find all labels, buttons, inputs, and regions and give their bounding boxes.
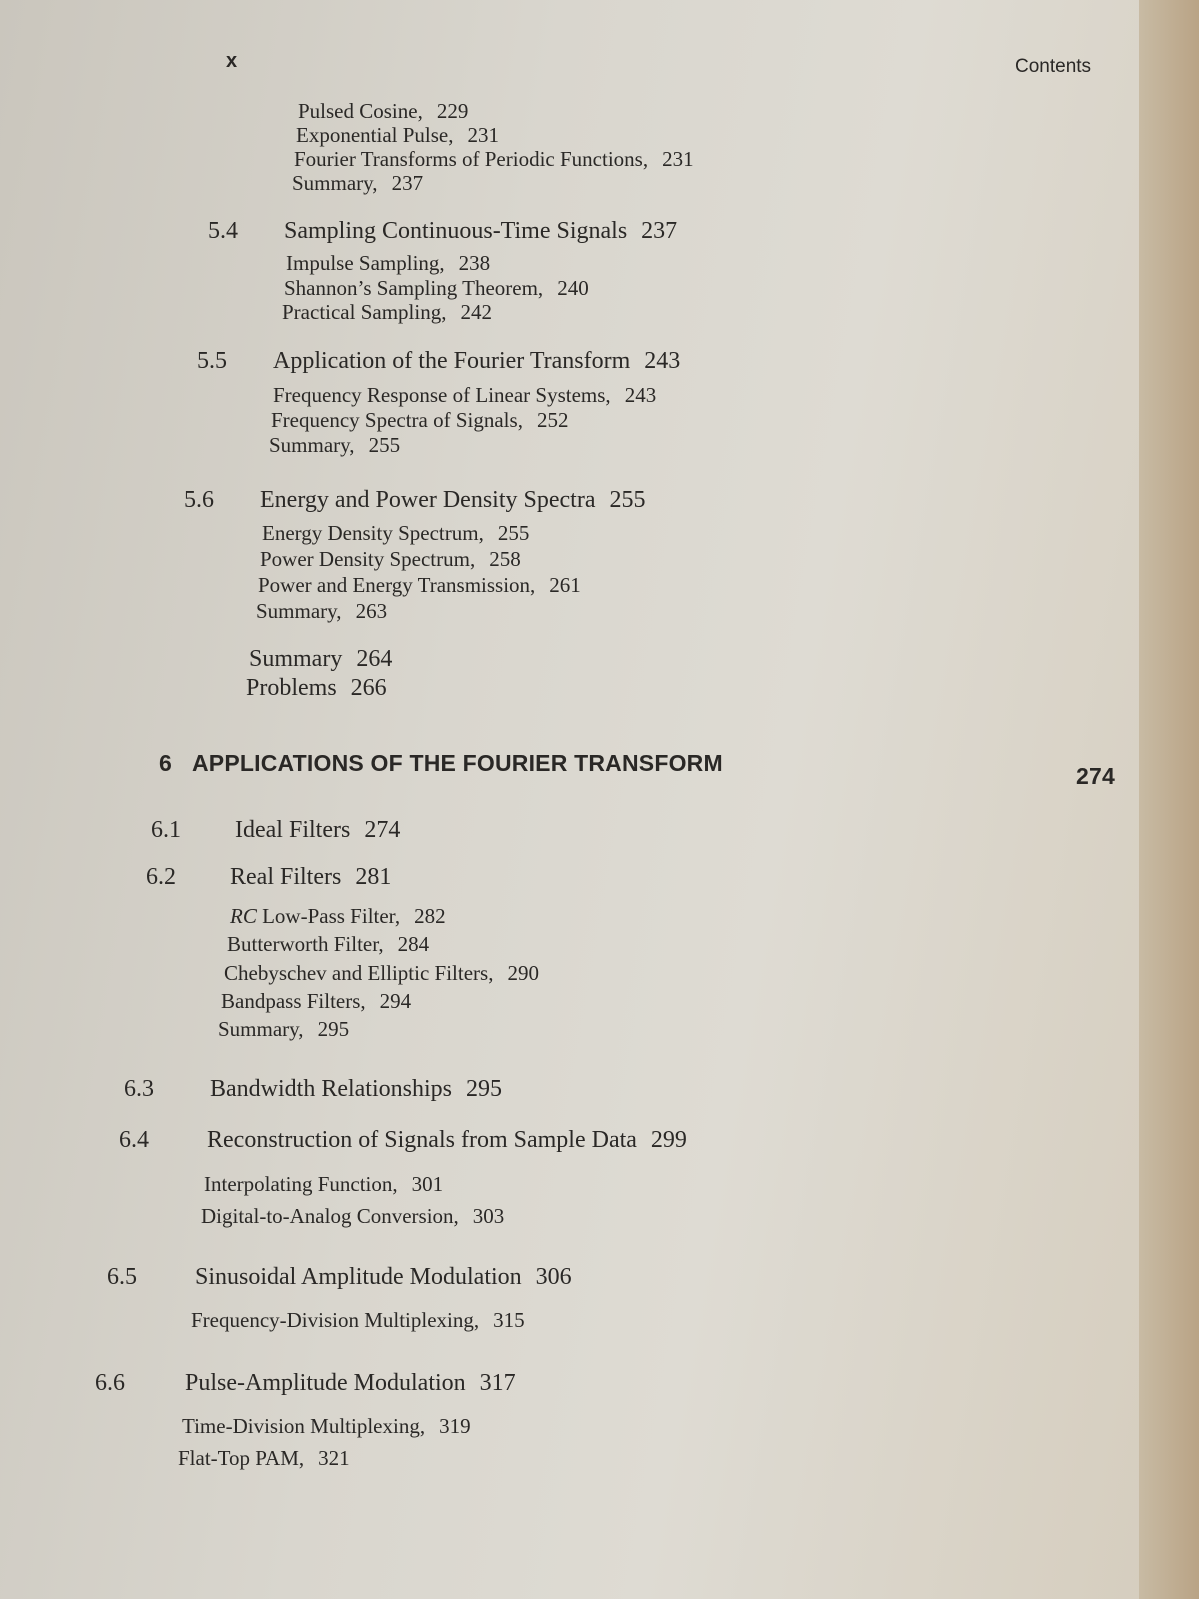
toc-subentry [273,383,656,408]
entry-title: Exponential Pulse, [296,123,454,147]
section-title: Sinusoidal Amplitude Modulation [195,1264,522,1290]
section-title: Real Filters [230,864,342,890]
section-page: 237 [641,218,678,244]
entry-title: Fourier Transforms of Periodic Functions, [294,147,649,171]
toc-subentry [298,99,468,124]
toc-section [249,646,392,673]
entry-page: 294 [379,989,412,1013]
entry-page: 231 [467,123,499,147]
toc-subentry [282,300,492,325]
entry-page: 266 [350,675,387,701]
entry-page: 231 [662,147,694,171]
toc-subentry [191,1308,525,1333]
toc-section [197,348,680,375]
toc-subentry [224,961,539,986]
entry-page: 240 [557,276,589,300]
entry-title: Time-Division Multiplexing, [182,1414,426,1438]
entry-page: 255 [368,433,401,457]
section-number: 6.5 [107,1264,137,1290]
section-title: Application of the Fourier Transform [273,348,631,374]
entry-title: Problems [246,675,337,701]
section-number: 6.4 [119,1127,149,1153]
toc-section [151,817,400,844]
page-edge [1139,0,1199,1599]
entry-page: 301 [411,1172,444,1196]
entry-page: 237 [391,171,424,195]
entry-title: Summary, [292,171,378,195]
section-page: 306 [535,1264,572,1290]
chapter-page: 274 [1076,763,1115,789]
section-number: 6.3 [124,1076,154,1102]
entry-page: 252 [536,408,569,432]
entry-page: 321 [318,1446,350,1470]
section-number: 5.6 [184,487,214,513]
entry-title: Pulsed Cosine, [298,99,423,123]
toc-section [95,1370,516,1397]
section-page: 281 [355,864,392,890]
section-page: 295 [466,1076,502,1102]
entry-title: Summary, [218,1017,304,1041]
entry-title: Summary, [269,433,355,457]
section-page: 274 [364,817,401,843]
toc-section [119,1127,687,1154]
entry-page: 295 [317,1017,350,1041]
section-title: Reconstruction of Signals from Sample Data [207,1127,637,1153]
toc-subentry [269,433,400,458]
entry-title: Frequency-Division Multiplexing, [191,1308,480,1332]
entry-page: 229 [436,99,469,123]
entry-page: 263 [355,599,388,623]
entry-page: 242 [460,300,492,324]
entry-title: Flat-Top PAM, [178,1446,305,1470]
section-number: 5.4 [208,218,238,244]
toc-section [107,1264,572,1291]
toc-subentry [292,171,423,196]
section-number: 6.2 [146,864,176,890]
toc-section [246,675,387,702]
section-number: 6.1 [151,817,181,843]
toc-subentry [201,1204,504,1229]
entry-title: Low-Pass Filter, [256,904,401,928]
entry-page: 258 [489,547,521,571]
entry-title-italic: RC [230,904,257,928]
entry-page: 290 [507,961,539,985]
section-number: 6.6 [95,1370,125,1396]
entry-title: Chebyschev and Elliptic Filters, [224,961,494,985]
toc-subentry [218,1017,349,1042]
entry-page: 264 [356,646,393,672]
entry-page: 261 [549,573,581,597]
toc-subentry [258,573,581,598]
toc-section [124,1076,502,1103]
entry-page: 284 [397,932,430,956]
chapter-heading [159,750,723,777]
section-page: 255 [609,487,646,513]
toc-subentry [182,1414,471,1439]
toc-subentry [256,599,387,624]
entry-title: Shannon’s Sampling Theorem, [284,276,544,300]
toc-subentry [271,408,568,433]
entry-title: Bandpass Filters, [221,989,366,1013]
entry-title: Impulse Sampling, [286,251,445,275]
chapter-number: 6 [159,750,172,776]
toc-section [208,218,677,245]
section-title: Sampling Continuous-Time Signals [284,218,628,244]
toc-subentry [260,547,521,572]
entry-title: Frequency Spectra of Signals, [271,408,523,432]
entry-title: Digital-to-Analog Conversion, [201,1204,459,1228]
section-title: Ideal Filters [235,817,351,843]
section-page: 243 [644,348,681,374]
toc-subentry [178,1446,350,1471]
entry-page: 238 [458,251,491,275]
chapter-title: APPLICATIONS OF THE FOURIER TRANSFORM [192,750,723,776]
entry-title: Interpolating Function, [204,1172,398,1196]
entry-title: Summary [249,646,343,672]
section-number: 5.5 [197,348,227,374]
entry-page: 315 [493,1308,525,1332]
running-head: Contents [1015,56,1092,77]
toc-subentry [286,251,490,276]
toc-section [146,864,391,891]
entry-page: 243 [624,383,657,407]
entry-title: Power and Energy Transmission, [258,573,536,597]
toc-subentry [284,276,589,301]
entry-title: Energy Density Spectrum, [262,521,484,545]
entry-page: 303 [472,1204,505,1228]
toc-section [184,487,645,514]
entry-title: Power Density Spectrum, [260,547,476,571]
entry-page: 255 [497,521,530,545]
toc-subentry [221,989,411,1014]
toc-subentry [262,521,529,546]
entry-title: Practical Sampling, [282,300,447,324]
entry-page: 282 [414,904,446,928]
toc-subentry [296,123,499,148]
toc-subentry [204,1172,443,1197]
entry-title: Frequency Response of Linear Systems, [273,383,611,407]
section-title: Energy and Power Density Spectra [260,487,596,513]
section-title: Bandwidth Relationships [210,1076,452,1102]
entry-title: Summary, [256,599,342,623]
section-page: 317 [479,1370,516,1396]
entry-title: Butterworth Filter, [227,932,384,956]
toc-subentry [230,904,446,929]
section-page: 299 [650,1127,687,1153]
entry-page: 319 [439,1414,471,1438]
toc-subentry [294,147,694,172]
page-folio: x [226,50,238,72]
section-title: Pulse-Amplitude Modulation [185,1370,466,1396]
toc-subentry [227,932,429,957]
